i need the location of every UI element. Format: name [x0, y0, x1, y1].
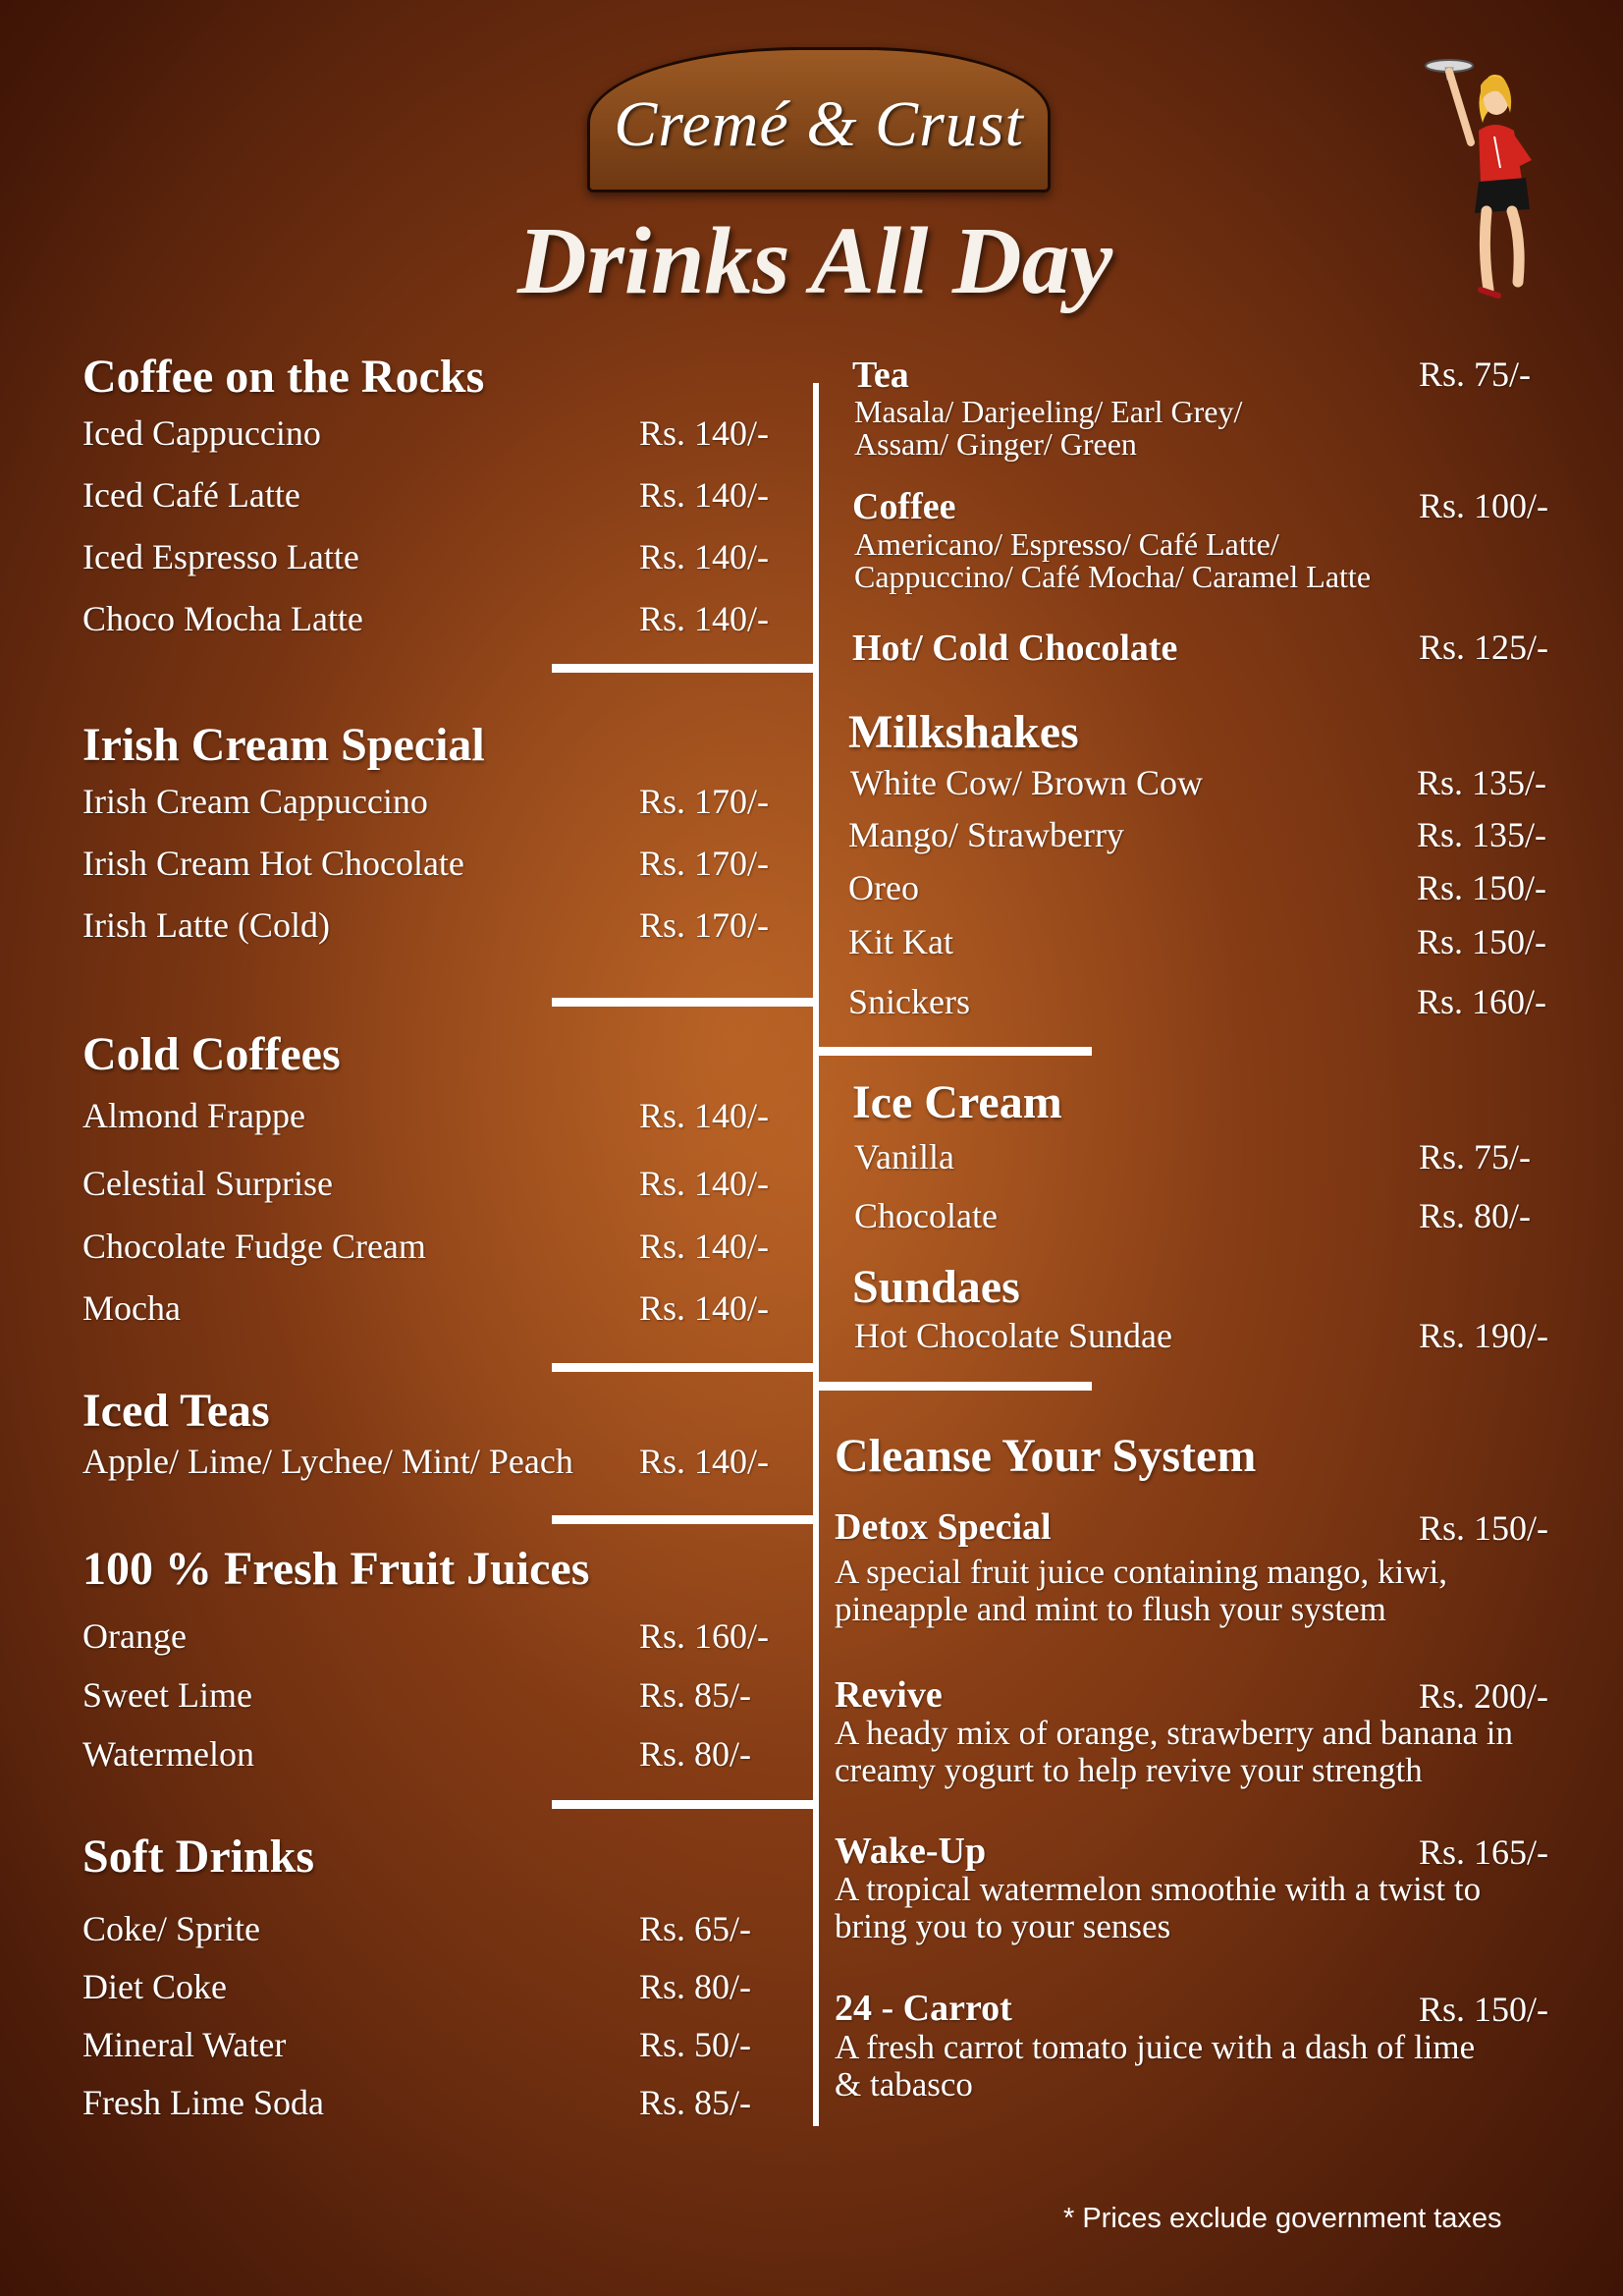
item-price: Rs. 65/-	[639, 1909, 752, 1948]
section-heading-milkshakes: Milkshakes	[848, 706, 1079, 758]
section-heading-cold-coffees: Cold Coffees	[82, 1028, 341, 1080]
item-price: Rs. 140/-	[639, 413, 770, 453]
item-price: Rs. 165/-	[1419, 1832, 1549, 1872]
item-price: Rs. 160/-	[1417, 982, 1547, 1021]
item-price: Rs. 135/-	[1417, 815, 1547, 854]
item-name: Iced Espresso Latte	[82, 537, 359, 576]
item-description: Assam/ Ginger/ Green	[854, 426, 1137, 462]
item-name: Snickers	[848, 982, 970, 1021]
section-heading-irish-cream-special: Irish Cream Special	[82, 719, 485, 771]
item-name: Sweet Lime	[82, 1675, 252, 1715]
waitress-illustration-icon	[1424, 54, 1561, 300]
item-price: Rs. 150/-	[1419, 1508, 1549, 1548]
item-price: Rs. 80/-	[1419, 1196, 1532, 1235]
item-price: Rs. 170/-	[639, 905, 770, 945]
divider	[552, 1363, 815, 1372]
item-price: Rs. 135/-	[1417, 763, 1547, 802]
item-name: Irish Cream Hot Chocolate	[82, 844, 464, 883]
item-name: Mineral Water	[82, 2025, 287, 2064]
item-price: Rs. 140/-	[639, 537, 770, 576]
item-price: Rs. 150/-	[1417, 868, 1547, 907]
divider	[819, 1382, 1092, 1391]
item-price: Rs. 200/-	[1419, 1676, 1549, 1716]
item-price: Rs. 140/-	[639, 1164, 770, 1203]
item-description: creamy yogurt to help revive your strength	[835, 1751, 1423, 1789]
item-price: Rs. 140/-	[639, 1227, 770, 1266]
item-name-tea: Tea	[852, 355, 909, 396]
tax-footnote: * Prices exclude government taxes	[1063, 2203, 1502, 2234]
item-name-wake-up: Wake-Up	[835, 1831, 987, 1872]
item-name: Almond Frappe	[82, 1096, 305, 1135]
item-name-detox-special: Detox Special	[835, 1506, 1052, 1548]
divider	[552, 1800, 815, 1809]
item-price: Rs. 50/-	[639, 2025, 752, 2064]
item-name: Iced Café Latte	[82, 475, 300, 515]
item-price: Rs. 150/-	[1417, 922, 1547, 961]
item-name: Irish Latte (Cold)	[82, 905, 330, 945]
center-divider	[813, 383, 819, 2126]
item-price: Rs. 140/-	[639, 1288, 770, 1328]
item-price: Rs. 170/-	[639, 844, 770, 883]
item-description: Masala/ Darjeeling/ Earl Grey/	[854, 394, 1243, 429]
item-price: Rs. 140/-	[639, 599, 770, 638]
section-heading-ice-cream: Ice Cream	[852, 1076, 1062, 1128]
item-price: Rs. 160/-	[639, 1616, 770, 1656]
item-name: Fresh Lime Soda	[82, 2083, 324, 2122]
item-description: Americano/ Espresso/ Café Latte/	[854, 526, 1279, 562]
item-name: White Cow/ Brown Cow	[850, 763, 1203, 802]
item-description: pineapple and mint to flush your system	[835, 1590, 1386, 1628]
item-name: Diet Coke	[82, 1967, 227, 2006]
item-name: Chocolate	[854, 1196, 998, 1235]
section-heading-soft-drinks: Soft Drinks	[82, 1831, 315, 1883]
item-name: Celestial Surprise	[82, 1164, 333, 1203]
item-name-hot-cold-chocolate: Hot/ Cold Chocolate	[852, 628, 1178, 669]
item-price: Rs. 85/-	[639, 1675, 752, 1715]
item-name: Choco Mocha Latte	[82, 599, 363, 638]
item-price: Rs. 190/-	[1419, 1316, 1549, 1355]
item-name: Irish Cream Cappuccino	[82, 782, 428, 821]
item-price: Rs. 100/-	[1419, 486, 1549, 525]
brand-logo	[587, 47, 1051, 192]
section-heading-iced-teas: Iced Teas	[82, 1385, 270, 1437]
divider	[819, 1047, 1092, 1056]
item-name: Kit Kat	[848, 922, 953, 961]
item-name-24-carrot: 24 - Carrot	[835, 1988, 1012, 2029]
item-name: Mango/ Strawberry	[848, 815, 1124, 854]
item-description: & tabasco	[835, 2065, 973, 2104]
item-description: A tropical watermelon smoothie with a twist to	[835, 1870, 1482, 1908]
item-name-coffee: Coffee	[852, 486, 956, 527]
item-name: Coke/ Sprite	[82, 1909, 260, 1948]
item-name: Mocha	[82, 1288, 181, 1328]
item-description: A special fruit juice containing mango, kiwi,	[835, 1553, 1448, 1591]
item-description: bring you to your senses	[835, 1907, 1171, 1945]
item-price: Rs. 75/-	[1419, 1137, 1532, 1176]
page-title: Drinks All Day	[516, 208, 1113, 314]
divider	[552, 1515, 815, 1524]
section-heading-sundaes: Sundaes	[852, 1261, 1020, 1313]
section-heading-cleanse-your-system: Cleanse Your System	[835, 1430, 1257, 1482]
item-name: Iced Cappuccino	[82, 413, 321, 453]
item-name: Vanilla	[854, 1137, 954, 1176]
item-price: Rs. 85/-	[639, 2083, 752, 2122]
item-price: Rs. 75/-	[1419, 355, 1532, 394]
item-price: Rs. 140/-	[639, 1096, 770, 1135]
item-name: Apple/ Lime/ Lychee/ Mint/ Peach	[82, 1442, 573, 1481]
divider	[552, 998, 815, 1007]
item-name-revive: Revive	[835, 1674, 943, 1716]
section-heading-coffee-on-the-rocks: Coffee on the Rocks	[82, 351, 485, 403]
item-description: A heady mix of orange, strawberry and banana in	[835, 1714, 1514, 1752]
item-price: Rs. 140/-	[639, 1442, 770, 1481]
item-description: A fresh carrot tomato juice with a dash of lime	[835, 2028, 1476, 2066]
item-name: Watermelon	[82, 1734, 255, 1774]
item-description: Cappuccino/ Café Mocha/ Caramel Latte	[854, 559, 1372, 594]
brand-name: Cremé & Crust	[614, 88, 1024, 160]
item-price: Rs. 125/-	[1419, 628, 1549, 667]
item-price: Rs. 150/-	[1419, 1990, 1549, 2029]
item-price: Rs. 170/-	[639, 782, 770, 821]
item-name: Hot Chocolate Sundae	[854, 1316, 1172, 1355]
item-name: Oreo	[848, 868, 919, 907]
item-price: Rs. 140/-	[639, 475, 770, 515]
divider	[552, 664, 815, 673]
section-heading-fresh-fruit-juices: 100 % Fresh Fruit Juices	[82, 1543, 590, 1595]
item-name: Chocolate Fudge Cream	[82, 1227, 426, 1266]
item-price: Rs. 80/-	[639, 1734, 752, 1774]
item-name: Orange	[82, 1616, 187, 1656]
item-price: Rs. 80/-	[639, 1967, 752, 2006]
